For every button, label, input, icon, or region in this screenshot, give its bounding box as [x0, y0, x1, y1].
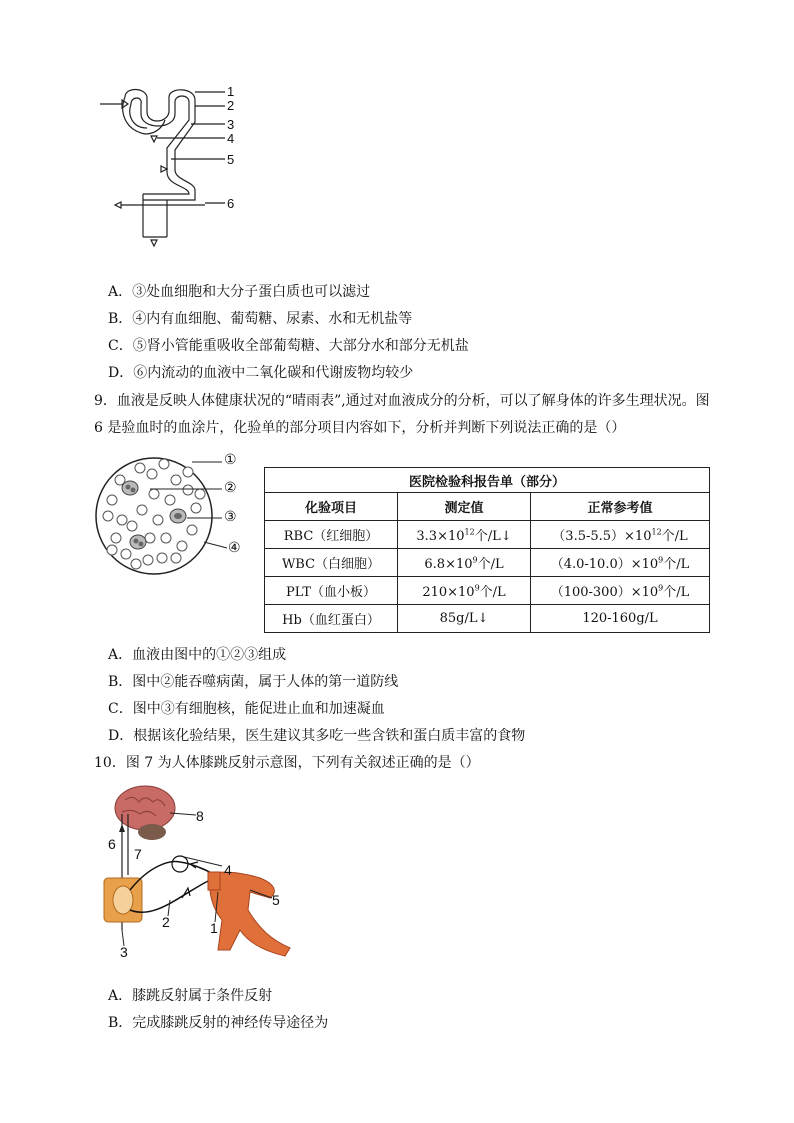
smear-label-3: ③: [224, 509, 237, 525]
value-unit: 个/L: [479, 585, 506, 600]
report-title: 医院检验科报告单（部分）: [265, 468, 710, 493]
report-cell-item: [265, 577, 398, 605]
ref-unit: 个/L: [663, 585, 690, 600]
red-blood-cell: [187, 525, 197, 535]
red-blood-cell: [143, 555, 153, 565]
red-blood-cell: [157, 553, 167, 563]
red-blood-cell: [145, 533, 155, 543]
smear-label-2: ②: [224, 480, 237, 496]
q8-option-c[interactable]: C．⑤肾小管能重吸收全部葡萄糖、大部分水和部分无机盐: [108, 338, 469, 354]
reflex-label-2: 2: [162, 914, 170, 930]
q8-option-a[interactable]: A．③处血细胞和大分子蛋白质也可以滤过: [108, 284, 371, 300]
nephron-label-6: 6: [227, 196, 235, 211]
report-cell-value: [398, 605, 531, 633]
red-blood-cell: [103, 511, 113, 521]
red-blood-cell: [183, 467, 193, 477]
report-cell-ref: [531, 605, 710, 633]
report-row: [265, 605, 710, 633]
red-blood-cell: [161, 533, 171, 543]
reflex-label-4: 4: [224, 862, 232, 878]
reflex-label-7: 7: [134, 846, 142, 862]
reflex-label-8: 8: [196, 808, 204, 824]
q10-option-a[interactable]: A．膝跳反射属于条件反射: [108, 988, 273, 1004]
report-cell-ref: [531, 577, 710, 605]
report-cell-ref: [531, 549, 710, 577]
red-blood-cell: [159, 459, 169, 469]
red-blood-cell: [111, 533, 121, 543]
red-blood-cell: [121, 549, 131, 559]
ref-base: （100-300）×10: [550, 585, 659, 600]
value-unit: 个/L: [477, 557, 504, 572]
ref-exponent: 9: [658, 583, 664, 593]
report-cell-item: [265, 549, 398, 577]
red-blood-cell: [171, 475, 181, 485]
value-exponent: 9: [474, 583, 480, 593]
red-blood-cell: [183, 485, 193, 495]
blood-smear-diagram: [92, 450, 252, 580]
report-cell-ref: [531, 521, 710, 549]
q9-option-b[interactable]: B．图中②能吞噬病菌，属于人体的第一道防线: [108, 674, 399, 690]
report-cell-value: [398, 521, 531, 549]
q10-option-b[interactable]: B．完成膝跳反射的神经传导途径为: [108, 1015, 329, 1031]
report-cell-value: [398, 577, 531, 605]
ref-unit: 个/L: [663, 557, 690, 572]
value-base: 85g/L↓: [439, 611, 489, 626]
value-unit: 个/L↓: [474, 529, 512, 544]
nephron-label-5: 5: [227, 152, 235, 167]
nephron-label-1: 1: [227, 84, 235, 99]
red-blood-cell: [131, 559, 141, 569]
reflex-label-3: 3: [120, 944, 128, 960]
reflex-label-1: 1: [210, 920, 218, 936]
ref-exponent: 9: [658, 555, 664, 565]
report-row: [265, 577, 710, 605]
report-cell-value: [398, 549, 531, 577]
red-blood-cell: [171, 553, 181, 563]
q9-stem-line1: 9．血液是反映人体健康状况的“晴雨表”,通过对血液成分的分析，可以了解身体的许多生理状况。图: [94, 393, 710, 409]
q9-option-c[interactable]: C．图中③有细胞核，能促进止血和加速凝血: [108, 701, 385, 717]
red-blood-cell: [149, 489, 159, 499]
lab-report-table: [264, 467, 710, 633]
ref-base: （4.0-10.0）×10: [550, 557, 659, 572]
red-blood-cell: [127, 521, 137, 531]
q8-option-d[interactable]: D．⑥内流动的血液中二氧化碳和代谢废物均较少: [108, 365, 414, 381]
nephron-diagram: [95, 82, 255, 252]
red-blood-cell: [153, 515, 163, 525]
report-header-value: 测定值: [398, 493, 531, 521]
red-blood-cell: [191, 503, 201, 513]
item-text: Hb（血红蛋白）: [282, 613, 380, 628]
report-row: [265, 521, 710, 549]
nephron-label-3: 3: [227, 117, 235, 132]
red-blood-cell: [137, 505, 147, 515]
report-row: [265, 549, 710, 577]
q10-stem: 10．图 7 为人体膝跳反射示意图，下列有关叙述正确的是（）: [94, 755, 480, 771]
item-text: PLT（血小板）: [286, 585, 376, 600]
value-base: 210×10: [422, 585, 475, 600]
q9-option-a[interactable]: A．血液由图中的①②③组成: [108, 647, 287, 663]
red-blood-cell: [107, 495, 117, 505]
report-cell-item: [265, 521, 398, 549]
value-exponent: 9: [472, 555, 478, 565]
reflex-label-5: 5: [272, 892, 280, 908]
red-blood-cell: [117, 515, 127, 525]
q8-option-b[interactable]: B．④内有血细胞、葡萄糖、尿素、水和无机盐等: [108, 311, 413, 327]
q9-option-d[interactable]: D．根据该化验结果，医生建议其多吃一些含铁和蛋白质丰富的食物: [108, 728, 526, 744]
report-header-item: 化验项目: [265, 493, 398, 521]
value-base: 6.8×10: [424, 557, 473, 572]
value-exponent: 12: [464, 527, 475, 537]
ref-unit: 个/L: [661, 529, 688, 544]
item-text: WBC（白细胞）: [281, 557, 381, 572]
smear-label-4: ④: [228, 540, 241, 556]
nephron-label-2: 2: [227, 98, 235, 113]
ref-base: （3.5-5.5）×10: [552, 529, 652, 544]
value-base: 3.3×10: [416, 529, 465, 544]
red-blood-cell: [107, 545, 117, 555]
reflex-label-6: 6: [108, 836, 116, 852]
red-blood-cell: [135, 463, 145, 473]
red-blood-cell: [177, 541, 187, 551]
report-cell-item: [265, 605, 398, 633]
report-header-ref: 正常参考值: [531, 493, 710, 521]
red-blood-cell: [147, 469, 157, 479]
red-blood-cell: [165, 495, 175, 505]
ref-exponent: 12: [651, 527, 662, 537]
ref-base: 120-160g/L: [582, 611, 658, 626]
smear-label-1: ①: [224, 452, 237, 468]
red-blood-cell: [195, 489, 205, 499]
item-text: RBC（红细胞）: [283, 529, 379, 544]
knee-reflex-diagram: [100, 780, 300, 970]
q9-stem-line2: 6 是验血时的血涂片，化验单的部分项目内容如下，分析并判断下列说法正确的是（）: [94, 420, 626, 436]
nephron-label-4: 4: [227, 131, 235, 146]
